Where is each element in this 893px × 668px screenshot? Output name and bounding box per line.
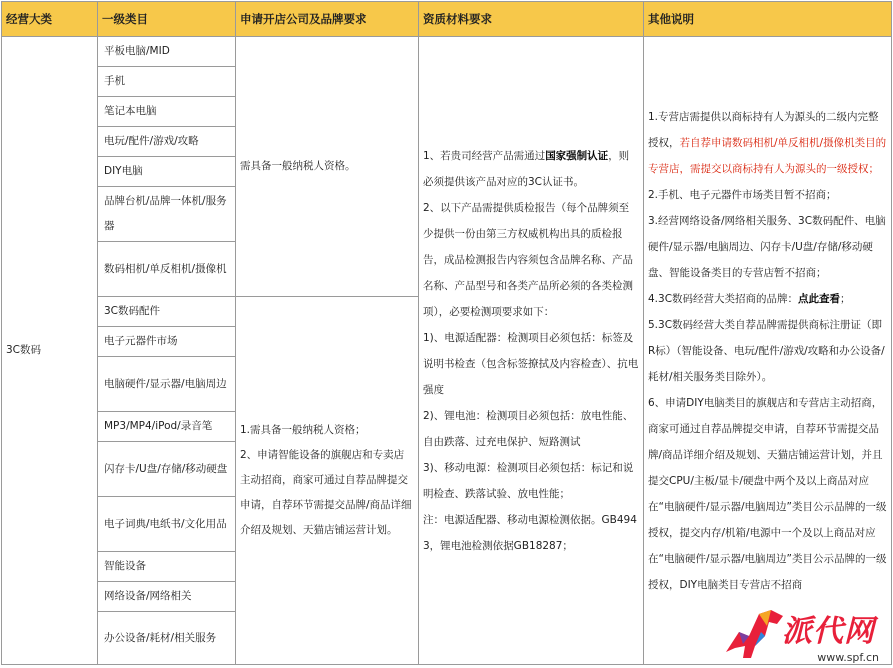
header-company-brand-requirement: 申请开店公司及品牌要求 [236, 2, 419, 37]
other-p1-red: 若自荐申请数码相机/单反相机/摄像机类目的专营店，需提交以商标持有人为源头的一级授权； [648, 136, 887, 175]
other-p1a: 1.专营店需提供以商标持有人为源头的二级内完整授权， [648, 110, 879, 149]
other-p4c: ； [840, 292, 851, 305]
other-notes-cell [644, 37, 892, 665]
subcategory-cell: 数码相机/单反相机/摄像机 [98, 242, 236, 297]
other-p4a: 4.3C数码经营大类招商的品牌： [648, 292, 799, 305]
subcategory-cell: 智能设备 [98, 552, 236, 582]
qualification-p1c: ，则必须提供该产品对应的3C认证书。 [423, 149, 630, 188]
category-table [1, 1, 892, 665]
horse-icon [721, 602, 791, 662]
other-p6: 6、申请DIY电脑类目的旗舰店和专营店主动招商，商家可通过自荐品牌提交申请，自荐环节需提交品牌/商品详细介绍及规划、天猫店铺运营计划，并且提交CPU/主板/显卡/硬盘中两个及以上商品对应在“电脑硬件/显示器/电脑周边”类目公示品牌的一级授权，提交内存/机箱/电源中一个及以上商品对应在“电脑硬件/显示器/电脑周边”类目公示品牌的一级授权，DIY电脑类目专营店不招商 [648, 396, 887, 591]
requirement-group-2 [236, 297, 419, 665]
qualification-p1a: 1、若贵司经营产品需通过 [423, 149, 546, 162]
watermark-url: www.spf.cn [817, 651, 879, 664]
view-brands-link[interactable]: 点此查看 [798, 292, 841, 305]
requirement-group2-line2: 2、申请智能设备的旗舰店和专卖店主动招商，商家可通过自荐品牌提交申请，自荐环节需提交品牌/商品详细介绍及规划、天猫店铺运营计划。 [240, 449, 412, 536]
subcategory-cell: DIY电脑 [98, 157, 236, 187]
other-p3: 3.经营网络设备/网络相关服务、3C数码配件、电脑硬件/显示器/电脑周边、闪存卡/U盘/存储/移动硬盘、智能设备类目的专营店暂不招商； [648, 214, 886, 279]
subcategory-cell: 笔记本电脑 [98, 97, 236, 127]
main-category-cell: 3C数码 [2, 37, 98, 665]
subcategory-cell: 电玩/配件/游戏/攻略 [98, 127, 236, 157]
other-p5: 5.3C数码经营大类自荐品牌需提供商标注册证（即R标）（智能设备、电玩/配件/游戏/攻略和办公设备/耗材/相关服务类目除外）。 [648, 318, 885, 383]
qualification-p2: 2、以下产品需提供质检报告（每个品牌须至少提供一份由第三方权威机构出具的质检报告，成品检测报告内容须包含品牌名称、产品名称、产品型号和各类产品所必须的各类检测项），必要检测项要求如下： [423, 201, 633, 318]
subcategory-cell: 3C数码配件 [98, 297, 236, 327]
subcategory-cell: 平板电脑/MID [98, 37, 236, 67]
requirement-group2-line1: 1.需具备一般纳税人资格； [240, 424, 366, 436]
header-other-notes: 其他说明 [644, 2, 892, 37]
header-qualification-requirement: 资质材料要求 [419, 2, 644, 37]
mandatory-cert-text: 国家强制认证 [545, 149, 609, 162]
subcategory-cell: 闪存卡/U盘/存储/移动硬盘 [98, 442, 236, 497]
subcategory-cell: 网络设备/网络相关 [98, 582, 236, 612]
requirement-group-1: 需具备一般纳税人资格。 [236, 37, 419, 297]
subcategory-cell: MP3/MP4/iPod/录音笔 [98, 412, 236, 442]
subcategory-cell: 电子词典/电纸书/文化用品 [98, 497, 236, 552]
qualification-p4: 2)、锂电池：检测项目必须包括：放电性能、自由跌落、过充电保护、短路测试 [423, 409, 634, 448]
qualification-p3: 1)、电源适配器：检测项目必须包括：标签及说明书检查（包含标签撩拭及内容检查）、抗电强度 [423, 331, 639, 396]
table-row [2, 37, 892, 67]
watermark-logo [721, 600, 887, 666]
qualification-p5: 3)、移动电源：检测项目必须包括：标记和说明检查、跌落试验、放电性能； [423, 461, 634, 500]
watermark-brand: 派代网 [782, 614, 875, 649]
subcategory-cell: 品牌台机/品牌一体机/服务器 [98, 187, 236, 242]
qualification-p6: 注：电源适配器、移动电源检测依据。GB4943，锂电池检测依据GB18287； [423, 513, 637, 552]
qualification-cell [419, 37, 644, 665]
subcategory-cell: 办公设备/耗材/相关服务 [98, 612, 236, 665]
subcategory-cell: 电子元器件市场 [98, 327, 236, 357]
header-first-level-category: 一级类目 [98, 2, 236, 37]
header-main-category: 经营大类 [2, 2, 98, 37]
subcategory-cell: 手机 [98, 67, 236, 97]
header-row [2, 2, 892, 37]
subcategory-cell: 电脑硬件/显示器/电脑周边 [98, 357, 236, 412]
other-p2: 2.手机、电子元器件市场类目暂不招商； [648, 188, 837, 201]
